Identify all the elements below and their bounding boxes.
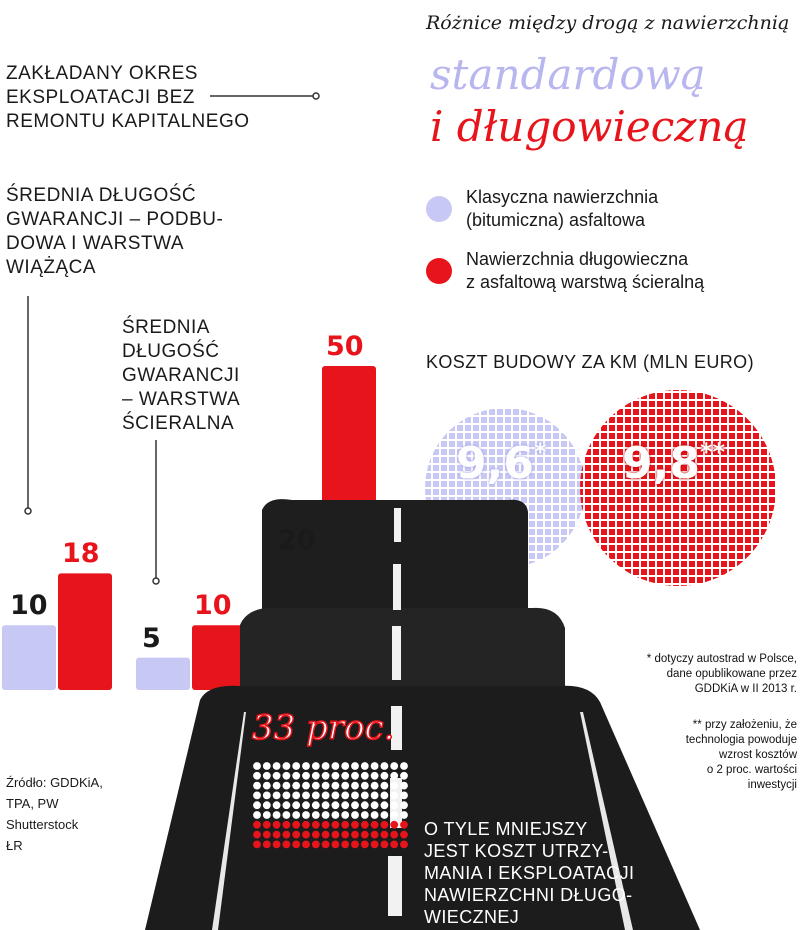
savings-dot <box>322 801 330 809</box>
savings-dot <box>400 831 408 839</box>
value-label-warranty-wearing-standard: 5 <box>142 622 161 654</box>
savings-dot <box>381 792 389 800</box>
savings-dot <box>292 801 300 809</box>
savings-dot <box>283 762 291 770</box>
savings-dot <box>400 792 408 800</box>
savings-dot <box>253 801 261 809</box>
value-label-warranty-base-longlife: 18 <box>62 538 100 570</box>
savings-dot <box>390 831 398 839</box>
savings-dot <box>302 801 310 809</box>
source-credit: Źródło: GDDKiA, TPA, PW Shutterstock ŁR <box>6 775 103 853</box>
savings-dot <box>332 762 340 770</box>
bar-warranty-wearing-longlife <box>192 625 246 690</box>
savings-dot <box>302 811 310 819</box>
savings-dot <box>351 841 359 849</box>
savings-dot <box>253 841 261 849</box>
savings-dot <box>341 831 349 839</box>
savings-dot <box>283 792 291 800</box>
savings-dot <box>322 831 330 839</box>
savings-dot <box>302 821 310 829</box>
savings-dot <box>371 772 379 780</box>
savings-dot <box>361 762 369 770</box>
savings-dot <box>332 792 340 800</box>
savings-dot <box>371 831 379 839</box>
savings-dot <box>381 772 389 780</box>
savings-dot <box>351 821 359 829</box>
bar-warranty-wearing-standard <box>136 658 190 690</box>
savings-dot <box>273 762 281 770</box>
savings-dot <box>283 821 291 829</box>
savings-dot <box>371 762 379 770</box>
savings-dot <box>390 821 398 829</box>
savings-dot <box>361 772 369 780</box>
value-label-warranty-base-standard: 10 <box>10 590 48 622</box>
savings-dot <box>273 841 281 849</box>
savings-dot <box>381 801 389 809</box>
savings-dot <box>351 831 359 839</box>
savings-dot <box>341 801 349 809</box>
savings-dot <box>253 782 261 790</box>
savings-dot <box>263 821 271 829</box>
savings-dot <box>381 762 389 770</box>
legend-swatch-standard <box>426 196 452 222</box>
cost-value-standard: 9,6 <box>456 438 534 489</box>
savings-dot <box>292 841 300 849</box>
savings-dot <box>361 841 369 849</box>
savings-dot <box>390 811 398 819</box>
savings-dot <box>302 782 310 790</box>
savings-percent: 33 proc. <box>252 708 395 748</box>
savings-dot <box>263 792 271 800</box>
value-label-lifespan-longlife: 50 <box>326 331 364 362</box>
savings-dot <box>312 811 320 819</box>
savings-dot <box>283 841 291 849</box>
savings-dot <box>283 831 291 839</box>
savings-dot <box>351 762 359 770</box>
savings-dot <box>273 831 281 839</box>
savings-dot <box>292 821 300 829</box>
savings-dot <box>253 821 261 829</box>
savings-dot <box>273 821 281 829</box>
savings-dot <box>390 801 398 809</box>
savings-dot <box>312 821 320 829</box>
savings-dot <box>312 801 320 809</box>
subtitle: Różnice między drogą z nawierzchnią <box>426 12 790 34</box>
savings-dot <box>322 772 330 780</box>
savings-dot <box>332 811 340 819</box>
savings-dot <box>381 811 389 819</box>
caption-lifespan: ZAKŁADANY OKRES EKSPLOATACJI BEZ REMONTU KAPITALNEGO <box>6 63 250 132</box>
savings-dot <box>332 782 340 790</box>
value-label-warranty-wearing-longlife: 10 <box>194 590 232 622</box>
savings-dot <box>302 762 310 770</box>
savings-dot <box>361 821 369 829</box>
savings-dot <box>400 821 408 829</box>
savings-dot <box>341 821 349 829</box>
savings-dot <box>390 782 398 790</box>
savings-dot <box>283 811 291 819</box>
title-longlife: i długowieczną <box>430 102 749 151</box>
legend-swatch-longlife <box>426 258 452 284</box>
savings-dot <box>400 782 408 790</box>
footnote-2: ** przy założeniu, że technologia powoduje wzrost kosztów o 2 proc. wartości inwestycji <box>685 719 797 791</box>
savings-dot <box>332 801 340 809</box>
savings-dot <box>263 782 271 790</box>
savings-dot <box>332 772 340 780</box>
savings-dot <box>312 762 320 770</box>
savings-dot <box>292 772 300 780</box>
savings-dot <box>312 841 320 849</box>
savings-dot <box>351 811 359 819</box>
savings-dot <box>361 792 369 800</box>
savings-dot <box>292 792 300 800</box>
savings-dot <box>263 841 271 849</box>
savings-dot <box>371 811 379 819</box>
caption-warranty-wearing: ŚREDNIA DŁUGOŚĆ GWARANCJI – WARSTWA ŚCIERALNA <box>122 317 241 434</box>
caption-warranty-base: ŚREDNIA DŁUGOŚĆ GWARANCJI – PODBU- DOWA I WARSTWA WIĄŻĄCA <box>6 185 224 278</box>
value-label-lifespan-standard: 20 <box>278 525 316 557</box>
savings-dot <box>371 782 379 790</box>
savings-dot <box>292 762 300 770</box>
savings-dot <box>312 772 320 780</box>
savings-dot <box>263 801 271 809</box>
title-standard: standardową <box>430 50 706 99</box>
savings-dot <box>341 792 349 800</box>
savings-dot <box>263 831 271 839</box>
savings-dot <box>341 762 349 770</box>
savings-dot <box>351 801 359 809</box>
savings-dot <box>273 792 281 800</box>
savings-dot <box>400 841 408 849</box>
savings-dot <box>273 772 281 780</box>
savings-dot <box>322 762 330 770</box>
savings-dot <box>341 782 349 790</box>
savings-dot <box>371 801 379 809</box>
savings-dot <box>273 782 281 790</box>
savings-dot <box>400 772 408 780</box>
bar-warranty-base-longlife <box>58 573 112 690</box>
savings-dot <box>292 811 300 819</box>
savings-dot <box>253 831 261 839</box>
savings-dot <box>322 792 330 800</box>
savings-dot <box>253 772 261 780</box>
savings-dot <box>312 792 320 800</box>
savings-dot <box>322 782 330 790</box>
savings-dot <box>361 831 369 839</box>
savings-dot <box>302 831 310 839</box>
savings-dot <box>302 792 310 800</box>
savings-dot <box>381 782 389 790</box>
savings-dot <box>390 792 398 800</box>
savings-dot <box>351 782 359 790</box>
cost-value-longlife: 9,8 <box>622 438 700 489</box>
savings-dot <box>381 831 389 839</box>
savings-dot <box>283 801 291 809</box>
savings-dot <box>322 811 330 819</box>
savings-text: O TYLE MNIEJSZY JEST KOSZT UTRZY- MANIA I EKSPLOATACJI NAWIERZCHNI DŁUGO- WIECZNEJ <box>424 819 635 927</box>
savings-dot <box>292 831 300 839</box>
legend-label-standard: Klasyczna nawierzchnia (bitumiczna) asfaltowa <box>466 187 659 230</box>
savings-dot <box>253 811 261 819</box>
savings-dot <box>312 831 320 839</box>
cost-mark-standard: * <box>533 438 547 466</box>
savings-dot <box>371 841 379 849</box>
savings-dot <box>273 811 281 819</box>
cost-title: KOSZT BUDOWY ZA KM (MLN EURO) <box>426 352 754 372</box>
savings-dot <box>263 772 271 780</box>
savings-dot <box>381 841 389 849</box>
savings-dot <box>263 811 271 819</box>
savings-dot <box>253 762 261 770</box>
savings-dot <box>351 772 359 780</box>
savings-dot <box>292 782 300 790</box>
savings-dot <box>332 841 340 849</box>
savings-dot <box>302 772 310 780</box>
savings-dot <box>332 821 340 829</box>
savings-dot <box>302 841 310 849</box>
savings-dot <box>400 762 408 770</box>
savings-dot <box>283 782 291 790</box>
savings-dot <box>253 792 261 800</box>
savings-dot <box>371 821 379 829</box>
savings-dot <box>371 792 379 800</box>
savings-dot <box>332 831 340 839</box>
footnote-1: * dotyczy autostrad w Polsce, dane opublikowane przez GDDKiA w II 2013 r. <box>646 653 797 695</box>
savings-dot <box>341 772 349 780</box>
savings-dot <box>361 801 369 809</box>
savings-dot <box>322 841 330 849</box>
savings-dot <box>400 801 408 809</box>
savings-dot <box>400 811 408 819</box>
savings-dot <box>341 841 349 849</box>
savings-dot <box>361 811 369 819</box>
savings-dot <box>312 782 320 790</box>
savings-dot <box>390 762 398 770</box>
bar-warranty-base-standard <box>2 625 56 690</box>
savings-dot <box>390 772 398 780</box>
savings-dot <box>390 841 398 849</box>
cost-mark-longlife: ** <box>699 438 726 466</box>
savings-dot <box>381 821 389 829</box>
savings-dot <box>283 772 291 780</box>
savings-dot <box>322 821 330 829</box>
savings-dot <box>341 811 349 819</box>
savings-dot <box>361 782 369 790</box>
savings-dot <box>351 792 359 800</box>
legend-label-longlife: Nawierzchnia długowieczna z asfaltową warstwą ścieralną <box>466 249 705 292</box>
savings-dot <box>273 801 281 809</box>
savings-dot <box>263 762 271 770</box>
